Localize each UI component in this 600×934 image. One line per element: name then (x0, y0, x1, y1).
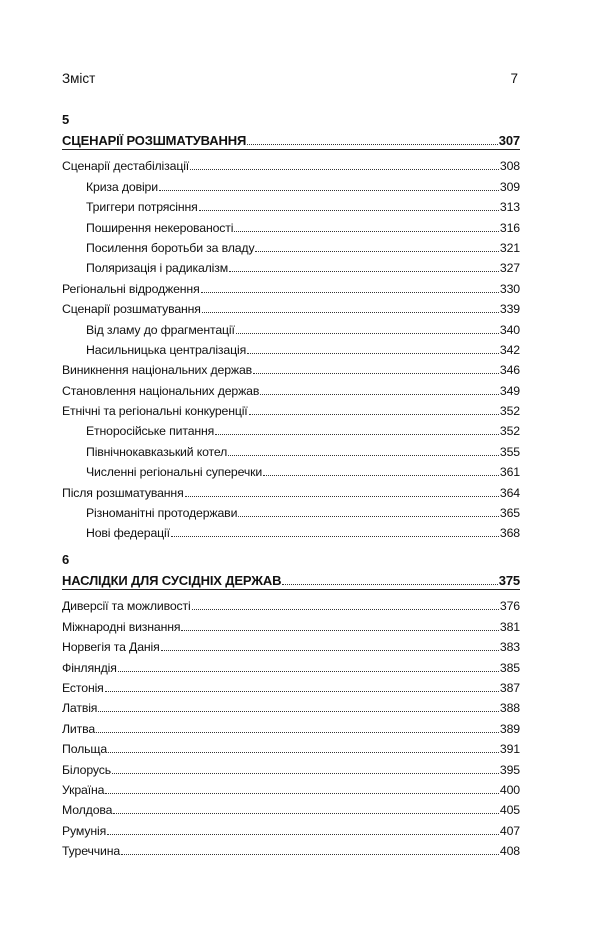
toc-entry-label: Триггери потрясіння (86, 200, 198, 215)
dot-leader (185, 495, 499, 497)
chapter-rule (62, 149, 520, 150)
toc-page-number: 349 (499, 383, 520, 398)
toc-page-number: 355 (499, 444, 520, 459)
dot-leader (161, 649, 499, 651)
toc-entry-label: Криза довіри (86, 179, 158, 194)
chapter-rule (62, 589, 520, 590)
toc-entry (62, 654, 520, 674)
dot-leader (236, 332, 499, 334)
dot-leader (249, 413, 499, 415)
toc-entry-label: Литва (62, 721, 96, 736)
dot-leader (108, 751, 499, 753)
toc-page-number: 376 (499, 599, 520, 614)
toc-page-number: 339 (499, 302, 520, 317)
toc-page-number: 385 (499, 660, 520, 675)
toc-entry (62, 275, 520, 295)
toc-page-number: 342 (499, 342, 520, 357)
toc-entry (62, 438, 520, 458)
toc-page-number: 391 (499, 742, 520, 757)
toc-page-number: 400 (499, 782, 520, 797)
toc-entry (62, 715, 520, 735)
toc-entry-label: Білорусь (62, 762, 112, 777)
dot-leader (282, 583, 497, 585)
toc-page-number: 388 (499, 701, 520, 716)
chapter-number: 6 (62, 552, 70, 567)
toc-entry-label: Диверсії та можливості (62, 599, 191, 614)
dot-leader (190, 168, 499, 170)
toc-entry (62, 296, 520, 316)
chapter-6-section (62, 552, 520, 858)
toc-page-number: 383 (499, 640, 520, 655)
toc-entry (62, 500, 520, 520)
toc-entry-label: Різноманітні протодержави (86, 506, 238, 521)
toc-page-number: 389 (499, 721, 520, 736)
toc-page-number: 407 (499, 823, 520, 838)
toc-entry-label: Латвія (62, 701, 98, 716)
toc-entry (62, 695, 520, 715)
toc-page-number: 330 (499, 281, 520, 296)
dot-leader (253, 372, 499, 374)
dot-leader (98, 710, 499, 712)
toc-entry-label: Становлення національних держав (62, 383, 260, 398)
dot-leader (121, 853, 499, 855)
toc-entry (62, 255, 520, 275)
dot-leader (247, 143, 498, 145)
toc-entry (62, 817, 520, 837)
toc-page-number: 313 (499, 200, 520, 215)
toc-page-number: 387 (499, 680, 520, 695)
toc-entry (62, 479, 520, 499)
toc-entry (62, 316, 520, 336)
toc-entry (62, 398, 520, 418)
chapter-title: НАСЛІДКИ ДЛЯ СУСІДНІХ ДЕРЖАВ (62, 573, 282, 588)
toc-entry (62, 173, 520, 193)
toc-page-number: 368 (499, 526, 520, 541)
toc-page-number: 352 (499, 424, 520, 439)
toc-entry-label: Україна (62, 782, 105, 797)
toc-page-number: 307 (498, 133, 520, 148)
chapter-title-row (62, 568, 520, 588)
dot-leader (171, 535, 499, 537)
toc-page-number: 395 (499, 762, 520, 777)
toc-entry-label: Насильницька централізація (86, 342, 247, 357)
toc-page-number: 365 (499, 506, 520, 521)
toc-entry (62, 613, 520, 633)
dot-leader (199, 209, 499, 211)
dot-leader (228, 454, 499, 456)
toc-page-number: 408 (499, 844, 520, 859)
toc-page-number: 316 (499, 220, 520, 235)
dot-leader (105, 690, 499, 692)
toc-entry (62, 838, 520, 858)
toc-entry-label: Міжнародні визнання (62, 619, 181, 634)
chapter-title: СЦЕНАРІЇ РОЗШМАТУВАННЯ (62, 133, 247, 148)
toc-entry (62, 337, 520, 357)
dot-leader (118, 670, 499, 672)
toc-entry-label: Етноросійське питання (86, 424, 215, 439)
toc-entry-label: Від зламу до фрагментації (86, 322, 235, 337)
toc-entry-label: Сценарії дестабілізації (62, 159, 190, 174)
toc-page-number: 381 (499, 619, 520, 634)
toc-entry-label: Посилення боротьби за владу (86, 240, 255, 255)
chapter-number: 5 (62, 112, 70, 127)
toc-entry (62, 418, 520, 438)
toc-entry-label: Численні регіональні суперечки (86, 465, 263, 480)
toc-entry-label: Сценарії розшматування (62, 302, 201, 317)
toc-entry (62, 634, 520, 654)
toc-entry-label: Польща (62, 742, 108, 757)
toc-entry-label: Виникнення національних держав (62, 363, 253, 378)
toc-entry (62, 736, 520, 756)
dot-leader (201, 291, 499, 293)
toc-entry-label: Фінляндія (62, 660, 117, 675)
dot-leader (113, 812, 499, 814)
running-header (62, 68, 518, 88)
dot-leader (159, 189, 499, 191)
toc-entry-label: Норвегія та Данія (62, 640, 160, 655)
toc-entry-label: Етнічні та регіональні конкуренції (62, 404, 248, 419)
toc-entry-label: Туреччина (62, 844, 121, 859)
toc-entry (62, 153, 520, 173)
toc-page-number: 340 (499, 322, 520, 337)
toc-entry-label: Поширення некерованості (86, 220, 234, 235)
toc-entry (62, 520, 520, 540)
toc-entry (62, 797, 520, 817)
dot-leader (238, 515, 499, 517)
toc-entry-label: Поляризація і радикалізм (86, 261, 229, 276)
dot-leader (234, 230, 499, 232)
toc-entry (62, 593, 520, 613)
toc-entry (62, 214, 520, 234)
dot-leader (255, 250, 498, 252)
toc-page-number: 346 (499, 363, 520, 378)
toc-entry-label: Північнокавказький котел (86, 444, 228, 459)
dot-leader (202, 311, 499, 313)
toc-entry-label: Естонія (62, 680, 104, 695)
toc-entry (62, 194, 520, 214)
chapter-5-section (62, 112, 520, 540)
header-title: Зміст (62, 70, 96, 86)
toc-entry (62, 675, 520, 695)
toc-page-number: 405 (499, 803, 520, 818)
toc-page-number: 364 (499, 485, 520, 500)
dot-leader (96, 731, 499, 733)
dot-leader (105, 792, 499, 794)
toc-entry (62, 235, 520, 255)
toc-entry-label: Молдова (62, 803, 113, 818)
header-page-number: 7 (510, 70, 518, 86)
toc-entry (62, 756, 520, 776)
dot-leader (260, 393, 499, 395)
dot-leader (112, 772, 499, 774)
dot-leader (263, 474, 499, 476)
dot-leader (247, 352, 499, 354)
toc-page-number: 352 (499, 404, 520, 419)
toc-entry-label: Нові федерації (86, 526, 170, 541)
toc-entry (62, 777, 520, 797)
toc-page-number: 321 (499, 240, 520, 255)
toc-entry-label: Румунія (62, 823, 107, 838)
dot-leader (229, 270, 499, 272)
toc-page-number: 309 (499, 179, 520, 194)
dot-leader (215, 433, 499, 435)
toc-page-number: 327 (499, 261, 520, 276)
dot-leader (181, 629, 499, 631)
dot-leader (107, 833, 499, 835)
toc-entry (62, 377, 520, 397)
toc-entry (62, 459, 520, 479)
toc-entry-label: Регіональні відродження (62, 281, 200, 296)
toc-entry (62, 357, 520, 377)
dot-leader (192, 608, 499, 610)
toc-entry-label: Після розшматування (62, 485, 184, 500)
toc-page-number: 361 (499, 465, 520, 480)
toc-page-number: 375 (498, 573, 520, 588)
toc-page-number: 308 (499, 159, 520, 174)
chapter-title-row (62, 128, 520, 148)
